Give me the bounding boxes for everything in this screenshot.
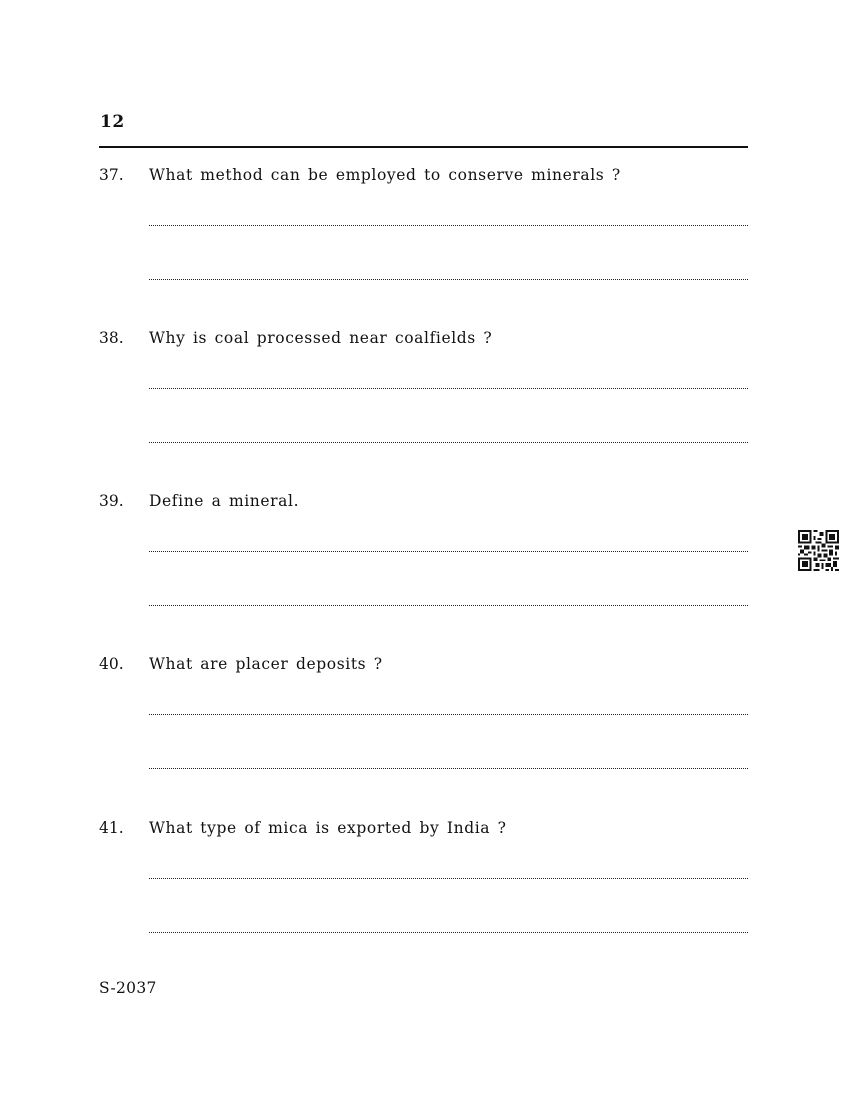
answer-line[interactable] [149, 279, 748, 280]
question-41 [0, 819, 850, 949]
question-number: 39. [99, 492, 124, 510]
question-number: 38. [99, 329, 124, 347]
question-number: 37. [99, 166, 124, 184]
document-code: S-2037 [99, 979, 157, 997]
answer-line[interactable] [149, 878, 748, 879]
qr-code-icon [798, 530, 839, 571]
answer-line[interactable] [149, 225, 748, 226]
question-number: 41. [99, 819, 124, 837]
question-37 [0, 166, 850, 296]
answer-line[interactable] [149, 605, 748, 606]
question-40 [0, 655, 850, 785]
answer-line[interactable] [149, 551, 748, 552]
answer-line[interactable] [149, 388, 748, 389]
question-text: What are placer deposits ? [149, 655, 383, 673]
question-text: What type of mica is exported by India ? [149, 819, 507, 837]
question-text: Define a mineral. [149, 492, 300, 510]
question-38 [0, 329, 850, 459]
answer-line[interactable] [149, 442, 748, 443]
answer-line[interactable] [149, 932, 748, 933]
question-number: 40. [99, 655, 124, 673]
question-text: Why is coal processed near coalfields ? [149, 329, 493, 347]
question-text: What method can be employed to conserve minerals ? [149, 166, 621, 184]
answer-line[interactable] [149, 768, 748, 769]
header-divider [99, 146, 748, 148]
question-39 [0, 492, 850, 622]
answer-line[interactable] [149, 714, 748, 715]
page-number: 12 [100, 112, 125, 132]
